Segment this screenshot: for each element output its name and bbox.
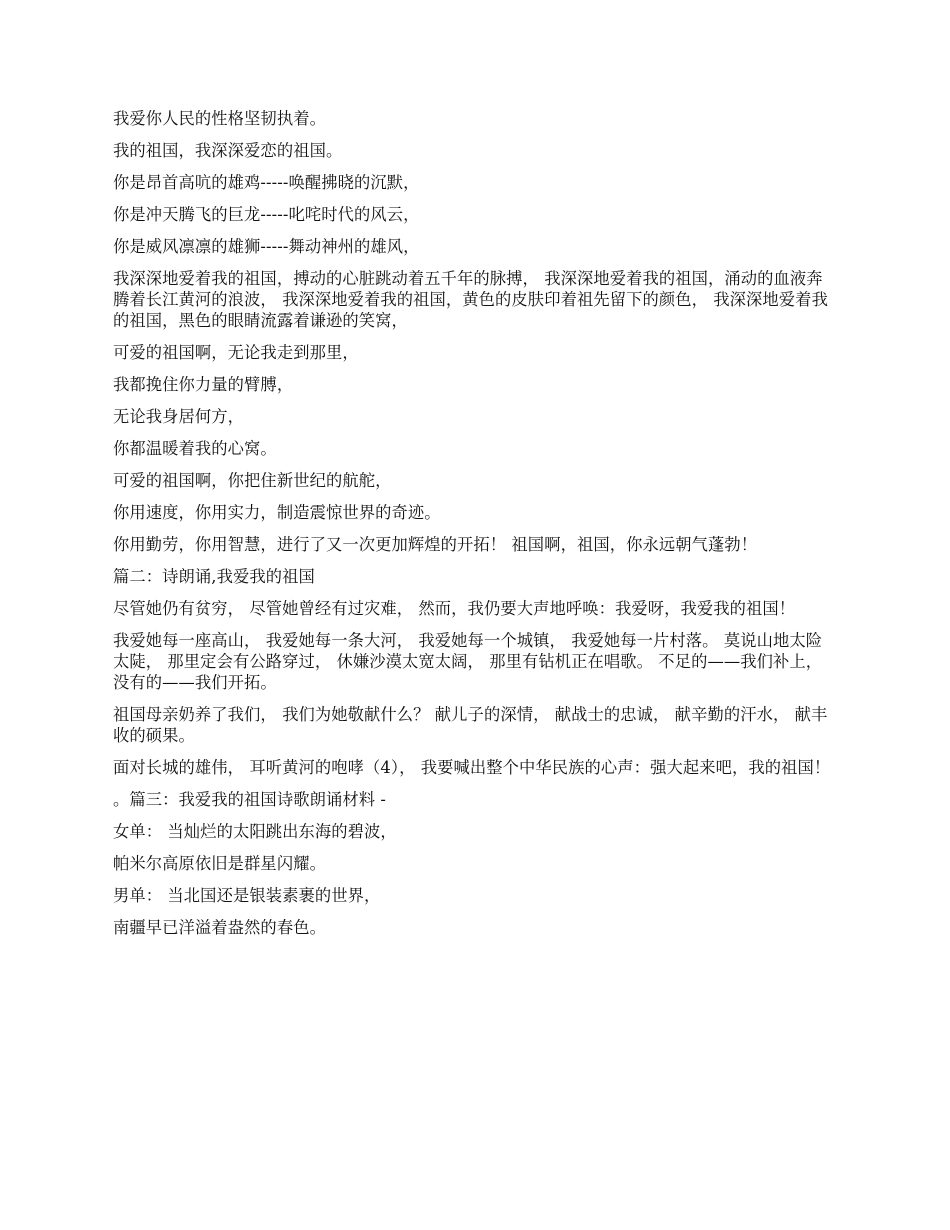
paragraph: 你是威风凛凛的雄狮-----舞动神州的雄风，: [113, 237, 420, 256]
paragraph: 我爱她每一座高山， 我爱她每一条大河， 我爱她每一个城镇， 我爱她每一片村落。 莫说山地太险太陡， 那里定会有公路穿过， 休嫌沙漠太宽太阔， 那里有钻机正在唱歌。 不足的——我们补上， 没有的——我们开拓。: [113, 631, 823, 692]
paragraph: 可爱的祖国啊，你把住新世纪的航舵，: [113, 471, 392, 490]
paragraph: 面对长城的雄伟， 耳听黄河的咆哮（4）， 我要喊出整个中华民族的心声：强大起来吧，我的祖国！: [113, 758, 831, 777]
paragraph: 可爱的祖国啊，无论我走到那里，: [113, 343, 359, 362]
paragraph: 你是冲天腾飞的巨龙-----叱咤时代的风云，: [113, 205, 420, 224]
paragraph: 你是昂首高吭的雄鸡-----唤醒拂晓的沉默，: [113, 173, 420, 192]
paragraph: 我爱你人民的性格坚韧执着。: [113, 109, 326, 128]
paragraph: 南疆早已洋溢着盎然的春色。: [113, 918, 326, 937]
paragraph: 你用速度，你用实力，制造震惊世界的奇迹。: [113, 503, 441, 522]
paragraph: 帕米尔高原依旧是群星闪耀。: [113, 854, 326, 873]
paragraph: 你都温暖着我的心窝。: [113, 439, 277, 458]
paragraph: 无论我身居何方，: [113, 407, 245, 426]
paragraph: 尽管她仍有贫穷， 尽管她曾经有过灾难， 然而，我仍要大声地呼唤：我爱呀，我爱我的祖国！: [113, 599, 796, 618]
paragraph: 男单： 当北国还是银装素裹的世界，: [113, 886, 381, 905]
paragraph: 你用勤劳，你用智慧，进行了又一次更加辉煌的开拓！ 祖国啊，祖国，你永远朝气蓬勃！: [113, 535, 758, 554]
section-heading: 。篇三：我爱我的祖国诗歌朗诵材料 -: [113, 790, 386, 809]
document-body: [113, 108, 838, 949]
paragraph: 我的祖国，我深深爱恋的祖国。: [113, 141, 343, 160]
paragraph: 祖国母亲奶养了我们， 我们为她敬献什么？ 献儿子的深情， 献战士的忠诚， 献辛勤的汗水， 献丰收的硕果。: [113, 705, 828, 745]
paragraph: 女单： 当灿烂的太阳跳出东海的碧波，: [113, 822, 397, 841]
paragraph: 我深深地爱着我的祖国，搏动的心脏跳动着五千年的脉搏， 我深深地爱着我的祖国，涌动的血液奔腾着长江黄河的浪波， 我深深地爱着我的祖国，黄色的皮肤印着祖先留下的颜色， 我深深地爱着我的祖国，黑色的眼睛流露着谦逊的笑窝，: [113, 269, 828, 330]
paragraph: 我都挽住你力量的臂膊，: [113, 375, 294, 394]
section-heading: 篇二：诗朗诵,我爱我的祖国: [113, 567, 315, 586]
